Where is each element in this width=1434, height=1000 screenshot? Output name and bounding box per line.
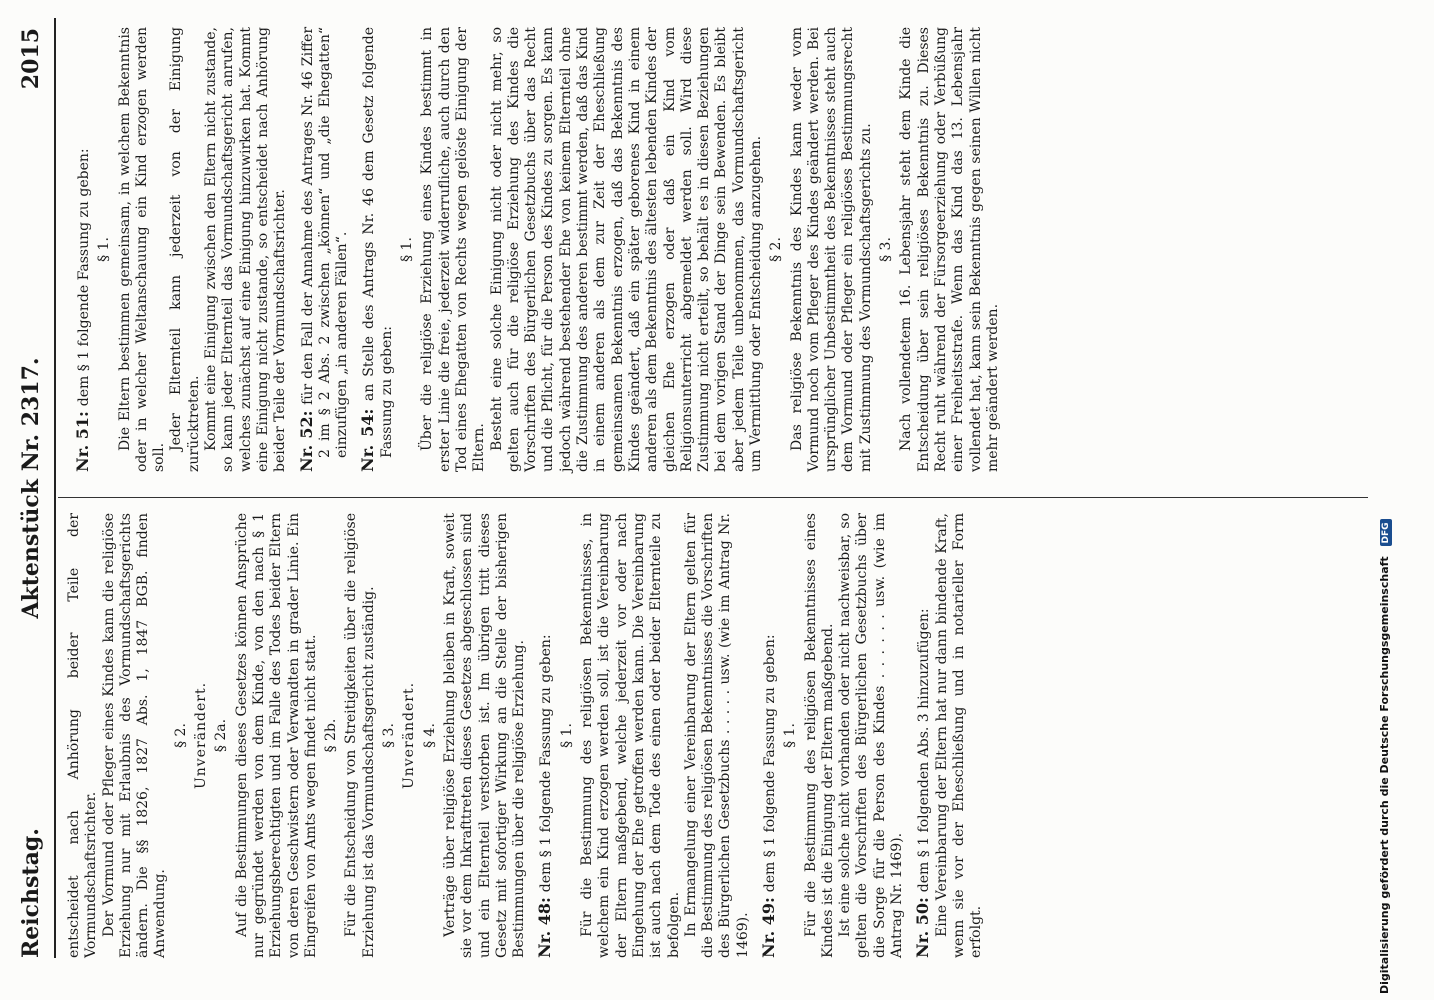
motion-item — [298, 27, 352, 472]
paragraph: Das religiöse Bekenntnis des Kindes kann weder vom Vormund noch vom Pfleger des Kindes geändert werden. Bei ursprünglicher Unbestimmtheit des Bekenntnisses steht auch dem Vormund oder Pfleger ein religiöses Bestimmungsrecht mit Zustimmung des Vormundschaftsgerichts zu. — [788, 27, 874, 472]
footer-credit — [1378, 519, 1392, 994]
column-divider — [58, 497, 1368, 498]
paragraph: Der Vormund oder Pfleger eines Kindes kann die religiöse Erziehung nur mit Erlaubnis des Vormundschaftsgerichts ändern. Die §§ 1826, 1827 Abs. 1, 1847 BGB. finden Anwendung. — [100, 513, 169, 958]
section-heading: § 1. — [96, 237, 113, 262]
motion-item — [760, 513, 779, 958]
section-heading: § 2a. — [213, 718, 230, 753]
header-left-title: Reichstag. — [18, 828, 44, 958]
section-heading: § 1. — [782, 723, 799, 748]
section-heading: § 2. — [768, 237, 785, 262]
section-status: Unverändert. — [193, 681, 210, 790]
paragraph: Besteht eine solche Einigung nicht oder nicht mehr, so gelten auch für die religiöse Erziehung des Kindes die Vorschriften des Bürgerlichen Gesetzbuchs über das Recht und die Pflicht, für die Person des Kindes zu sorgen. Es kann jedoch während bestehender Ehe von keinem Elternteil ohne die Zustimmung des anderen bestimmt werden, daß das Kind in einem anderen als dem zur Zeit der Eheschließung gemeinsamen Bekenntnis erzogen, daß das Bekenntnis des Kindes geändert, daß ein später geborenes Kind in einem anderen als dem Bekenntnis des ältesten lebenden Kindes der gleichen Ehe erzogen oder daß ein Kind vom Religionsunterricht abgemeldet werden soll. Wird diese Zustimmung nicht erteilt, so behält es in diesen Beziehungen bei dem vorigen Stand der Dinge sein Bewenden. Es bleibt aber jedem Teile unbenommen, das Vormundschaftsgericht um Vermittlung oder Entscheidung anzugehen. — [488, 27, 764, 472]
paragraph: Jeder Elternteil kann jederzeit von der Einigung zurücktreten. — [168, 27, 202, 472]
section-heading: § 3. — [878, 237, 895, 262]
section-heading: § 1. — [558, 723, 575, 748]
header-center-title: Aktenstück Nr. 2317. — [18, 357, 44, 619]
motion-number: Nr. 50: — [913, 897, 933, 958]
motion-number: Nr. 54: — [358, 408, 378, 472]
motion-text: dem § 1 folgende Fassung zu geben: — [538, 634, 555, 893]
page-number: 2015 — [18, 28, 44, 90]
paragraph: Für die Entscheidung von Streitigkeiten über die religiöse Erziehung ist das Vormundschaftsgericht zuständig. — [343, 513, 377, 958]
motion-number: Nr. 49: — [758, 897, 778, 958]
footer-text: Digitalisierung gefördert durch die Deutsche Forschungsgemeinschaft — [1378, 556, 1391, 994]
header-rule — [54, 18, 56, 958]
motion-text: an Stelle des Antrags Nr. 46 dem Gesetz folgende Fassung zu geben: — [361, 26, 395, 458]
paragraph: Für die Bestimmung des religiösen Bekenntnisses, in welchem ein Kind erzogen werden soll, ist die Vereinbarung der Eltern maßgebend, welche jederzeit vor oder nach Eingehung der Ehe getroffen werden kann. Die Vereinbarung ist auch nach dem Tode des einen oder beider Elternteile zu befolgen. — [579, 513, 682, 958]
motion-item — [74, 27, 93, 472]
motion-number: Nr. 48: — [535, 897, 555, 958]
section-heading: § 1. — [399, 237, 416, 262]
section-status: Unverändert. — [401, 681, 418, 790]
paragraph: Auf die Bestimmungen dieses Gesetzes können Ansprüche nur gegründet werden von dem Kinde, von den nach § 1 Erziehungsberechtigten und im Falle des Todes beider Eltern von deren Geschwistern oder Verwandten in grader Linie. Ein Eingreifen von Amts wegen findet nicht statt. — [233, 513, 319, 958]
paragraph: Die Eltern bestimmen gemeinsam, in welchem Bekenntnis oder in welcher Weltanschauung ein Kind erzogen werden soll. — [116, 27, 168, 472]
motion-number: Nr. 51: — [73, 411, 92, 472]
left-column — [66, 513, 986, 958]
paragraph: Ist eine solche nicht vorhanden oder nicht nachweisbar, so gelten die Vorschriften des Bürgerlichen Gesetzbuchs über die Sorge für die Person des Kindes . . . . . . usw. (wie im Antrag Nr. 1469). — [837, 513, 906, 958]
motion-text: dem § 1 folgende Fassung zu geben: — [761, 634, 778, 893]
paragraph: Kommt eine Einigung zwischen den Eltern nicht zustande, so kann jeder Elternteil das Vormundschaftsgericht anrufen, welches zunächst auf eine Einigung hinzuwirken hat. Kommt eine Einigung nicht zustande, so entscheidet nach Anhörung beider Teile der Vormundschaftsrichter. — [203, 27, 289, 472]
section-heading: § 3. — [381, 723, 398, 748]
right-column — [66, 27, 1002, 472]
motion-text: dem § 1 folgende Fassung zu geben: — [76, 148, 92, 407]
motion-item — [536, 513, 555, 958]
motion-text: dem § 1 folgenden Abs. 3 hinzuzufügen: — [916, 608, 933, 893]
section-heading: § 4. — [421, 723, 438, 748]
motion-number: Nr. 52: — [296, 410, 316, 472]
paragraph: Über die religiöse Erziehung eines Kindes bestimmt in erster Linie die freie, jederzeit widerrufliche, auch durch den Tod eines Ehegatten von Rechts wegen gelöste Einigung der Eltern. — [419, 27, 488, 472]
dfg-logo: DFG — [1380, 519, 1392, 546]
section-heading: § 2. — [172, 723, 189, 748]
motion-text: für den Fall der Annahme des Antrages Nr. 46 Ziffer 2 im § 2 Abs. 2 zwischen „können“ und „die Ehegatten“ einzufügen „in anderen Fällen“. — [299, 26, 351, 458]
paragraph: Verträge über religiöse Erziehung bleiben in Kraft, soweit sie vor dem Inkrafttreten dieses Gesetzes abgeschlossen sind und ein Elternteil verstorben ist. Im übrigen tritt dieses Gesetz mit sofortiger Wirkung an die Stelle der bisherigen Bestimmungen über die religiöse Erziehung. — [441, 513, 528, 958]
paragraph: Eine Vereinbarung der Eltern hat nur dann bindende Kraft, wenn sie vor der Eheschließung und in notarieller Form erfolgt. — [933, 513, 985, 958]
paragraph: Nach vollendetem 16. Lebensjahr steht dem Kinde die Entscheidung über sein religiöses Bekenntnis zu. Dieses Recht ruht während der Fürsorgeerziehung oder Verbüßung einer Freiheitsstrafe. Wenn das Kind das 13. Lebensjahr vollendet hat, kann sein Bekenntnis gegen seinen Willen nicht mehr geändert werden. — [898, 27, 1001, 472]
paragraph: Für die Bestimmung des religiösen Bekenntnisses eines Kindes ist die Einigung der Eltern maßgebend. — [802, 513, 836, 958]
section-heading: § 2b. — [323, 718, 340, 753]
page-header — [8, 18, 54, 958]
paragraph: entscheidet nach Anhörung beider Teile der Vormundschaftsrichter. — [66, 513, 100, 958]
motion-item — [914, 513, 933, 958]
motion-item — [359, 27, 396, 472]
paragraph: In Ermangelung einer Vereinbarung der Eltern gelten für die Bestimmung des religiösen Bekenntnisses die Vorschriften des Bürgerlichen Gesetzbuchs . . . . . usw. (wie im Antrag Nr. 1469). — [682, 513, 751, 958]
